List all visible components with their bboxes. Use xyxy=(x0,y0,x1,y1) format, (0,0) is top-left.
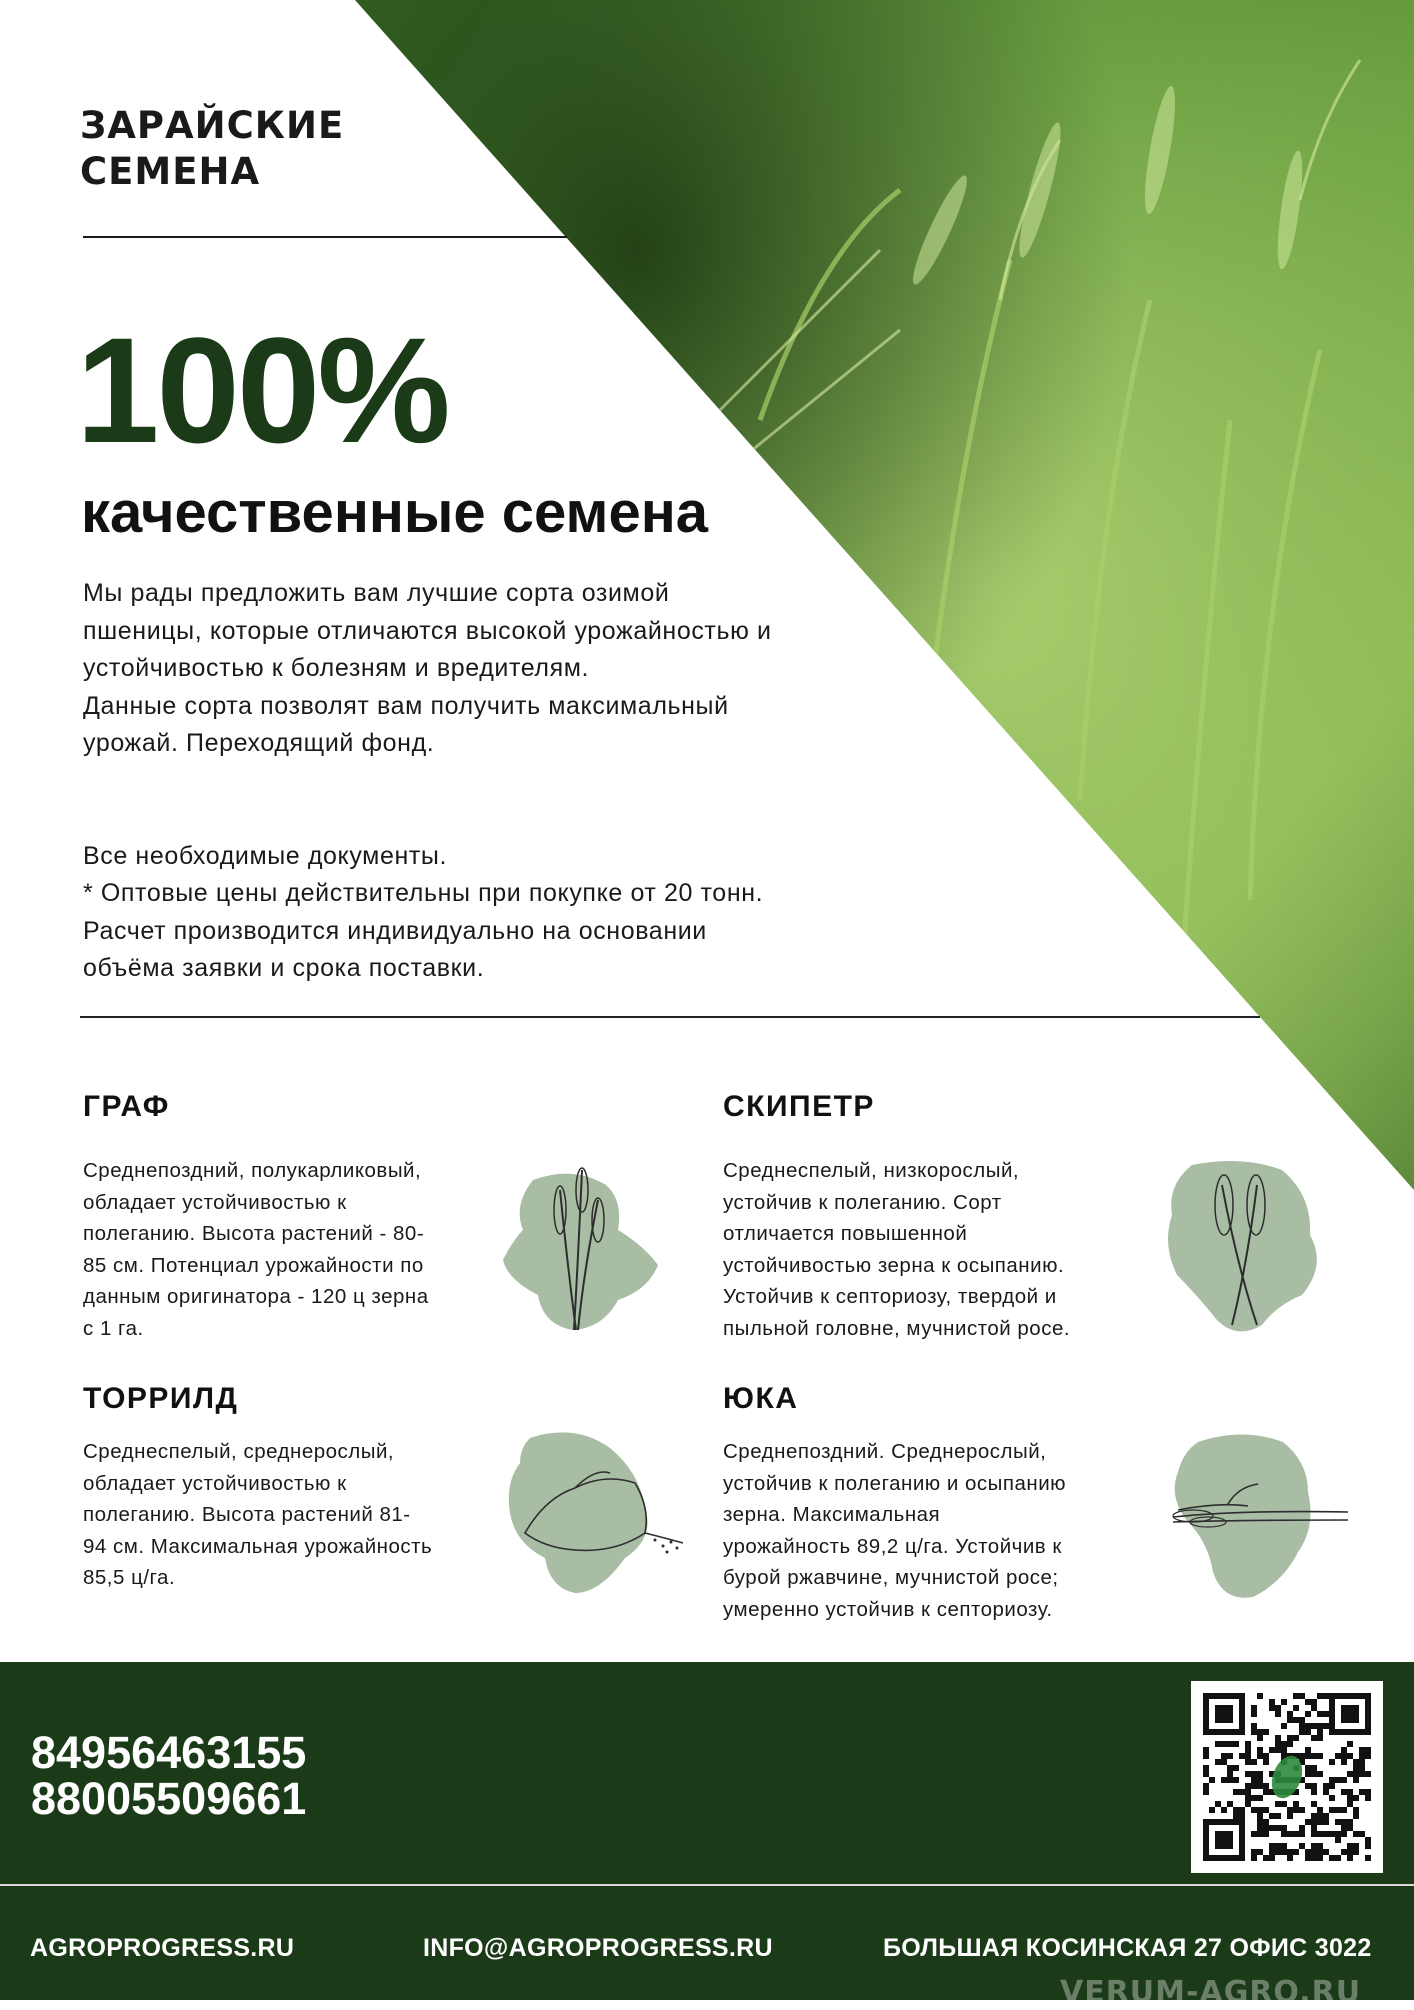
variety-description-skipetr: Среднеспелый, низкорослый, устойчив к полеганию. Сорт отличается повышенной устойчивостью зерна к осыпанию. Устойчив к септориозу, твердой и пыльной головне, мучнистой росе. xyxy=(723,1159,1071,1340)
intro-line: урожай. Переходящий фонд. xyxy=(83,729,435,757)
note-line: объёма заявки и срока поставки. xyxy=(83,954,485,982)
note-line: Все необходимые документы. xyxy=(83,841,448,870)
variety-description-torrild: Среднеспелый, среднерослый, обладает устойчивостью к полеганию. Высота растений 81- 94 см. Максимальная урожайность 85,5 ц/га. xyxy=(83,1440,433,1590)
brand-name: ЗАРАЙСКИЕ СЕМЕНА xyxy=(80,104,345,193)
quality-percent: 100% xyxy=(76,306,448,474)
watermark: VERUM-AGRO.RU xyxy=(1060,1975,1362,2010)
variety-title-graf: ГРАФ xyxy=(83,1090,170,1123)
wheat-bundle-icon xyxy=(498,1160,663,1335)
phone-2[interactable]: 88005509661 xyxy=(31,1773,307,1824)
footer-divider xyxy=(0,1884,1414,1886)
address: БОЛЬШАЯ КОСИНСКАЯ 27 ОФИС 3022 xyxy=(883,1934,1372,1962)
variety-description-yuka: Среднепоздний. Среднерослый, устойчив к полеганию и осыпанию зерна. Максимальная урожайность 89,2 ц/га. Устойчив к бурой ржавчине, мучнистой росе; умеренно устойчив к септориозу. xyxy=(723,1440,1067,1621)
divider xyxy=(80,1016,1260,1018)
intro-text xyxy=(83,575,883,988)
intro-line: пшеницы, которые отличаются высокой урожайностью и xyxy=(83,616,772,645)
wheat-sheaf-icon xyxy=(1168,1432,1353,1602)
phone-1[interactable]: 84956463155 xyxy=(31,1727,307,1778)
headline-subtitle: качественные семена xyxy=(81,480,708,545)
variety-title-torrild: ТОРРИЛД xyxy=(83,1382,239,1415)
intro-line: Мы рады предложить вам лучшие сорта озимой xyxy=(83,579,670,607)
variety-title-skipetr: СКИПЕТР xyxy=(723,1090,875,1123)
divider xyxy=(83,236,567,238)
intro-line: Данные сорта позволят вам получить максимальный xyxy=(83,691,729,720)
variety-title-yuka: ЮКА xyxy=(723,1382,799,1415)
intro-line: устойчивостью к болезням и вредителям. xyxy=(83,654,590,682)
phone-numbers xyxy=(31,1727,307,1824)
variety-description-graf: Среднепоздний, полукарликовый, обладает устойчивостью к полеганию. Высота растений - 80- 85 см. Потенциал урожайности по данным оригинатора - 120 ц зерна с 1 га. xyxy=(83,1159,429,1340)
note-line: * Оптовые цены действительны при покупке от 20 тонн. xyxy=(83,879,764,907)
crossed-wheat-icon xyxy=(1162,1155,1327,1335)
email-link[interactable]: INFO@AGROPROGRESS.RU xyxy=(423,1934,773,1962)
qr-code[interactable] xyxy=(1191,1681,1383,1873)
grain-sack-icon xyxy=(505,1428,685,1598)
note-line: Расчет производится индивидуально на основании xyxy=(83,916,707,945)
website-link[interactable]: AGROPROGRESS.RU xyxy=(30,1934,295,1962)
